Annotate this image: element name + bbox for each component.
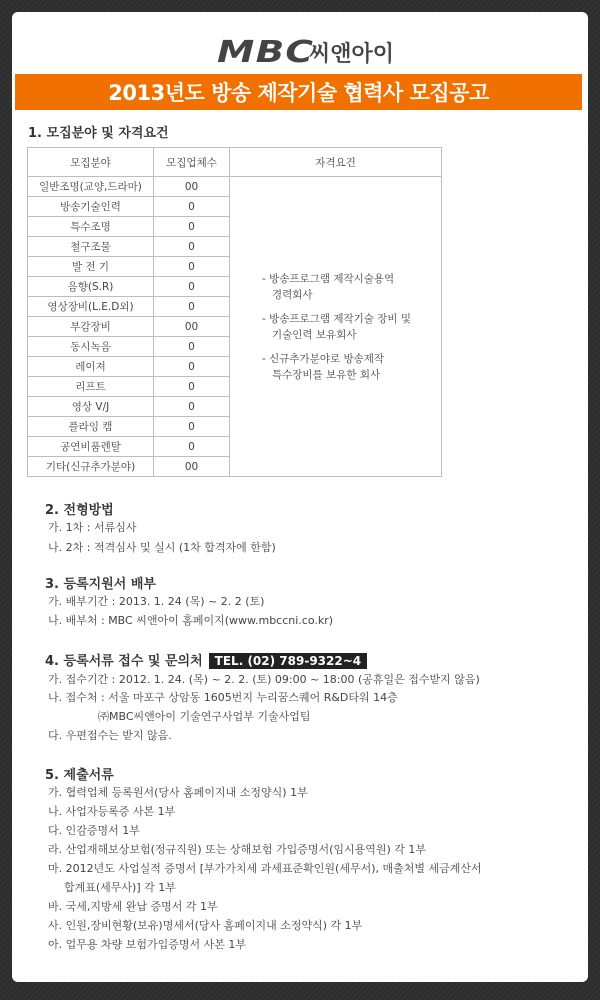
requirement-line: - 신규추가분야로 방송제작 xyxy=(262,352,385,365)
field-cell: 일반조명(교양,드라마) xyxy=(28,177,154,197)
section-5-line: 라. 산업재해보상보험(정규직원) 또는 상해보험 가입증명서(임시용역원) 각 1부 xyxy=(48,843,427,856)
count-cell: 0 xyxy=(154,277,230,297)
field-cell: 기타(신규추가분야) xyxy=(28,457,154,477)
section-4-line: 나. 접수처 : 서울 마포구 상암동 1605번지 누리꿈스퀘어 R&D타워 14층 xyxy=(48,691,398,704)
requirement-line: 기술인력 보유회사 xyxy=(272,328,357,341)
count-cell: 0 xyxy=(154,417,230,437)
requirement-item xyxy=(262,311,441,343)
header-requirements: 자격요건 xyxy=(230,148,442,177)
field-cell: 리프트 xyxy=(28,377,154,397)
section-4-title-text: 4. 등록서류 접수 및 문의처 xyxy=(45,654,203,669)
logo-mbc-text: MBC xyxy=(217,34,315,70)
requirement-line: 특수장비를 보유한 회사 xyxy=(272,368,381,381)
field-cell: 부감장비 xyxy=(28,317,154,337)
section-5-line: 가. 협력업체 등록원서(당사 홈페이지내 소정양식) 1부 xyxy=(48,786,308,799)
count-cell: 0 xyxy=(154,337,230,357)
mbc-cni-logo xyxy=(217,34,394,70)
section-5-line: 나. 사업자등록증 사본 1부 xyxy=(48,805,176,818)
section-1-title: 1. 모집분야 및 자격요건 xyxy=(28,126,169,141)
field-cell: 영상 V/J xyxy=(28,397,154,417)
header-count: 모집업체수 xyxy=(154,148,230,177)
notice-title-banner: 2013년도 방송 제작기술 협력사 모집공고 xyxy=(15,74,582,110)
section-5-line: 아. 업무용 차량 보험가입증명서 사본 1부 xyxy=(48,938,246,951)
recruitment-table xyxy=(27,147,442,477)
section-2-line: 가. 1차 : 서류심사 xyxy=(48,521,137,534)
section-4-title xyxy=(45,650,367,669)
count-cell: 0 xyxy=(154,257,230,277)
field-cell: 특수조명 xyxy=(28,217,154,237)
section-5-line: 바. 국세,지방세 완납 증명서 각 1부 xyxy=(48,900,218,913)
section-3-line: 가. 배부기간 : 2013. 1. 24 (목) ~ 2. 2 (토) xyxy=(48,595,265,608)
field-cell: 발 전 기 xyxy=(28,257,154,277)
contact-tel-badge: TEL. (02) 789-9322~4 xyxy=(209,653,367,669)
count-cell: 0 xyxy=(154,197,230,217)
section-5-line: 다. 인감증명서 1부 xyxy=(48,824,140,837)
field-cell: 동시녹음 xyxy=(28,337,154,357)
count-cell: 0 xyxy=(154,357,230,377)
section-4-line: 다. 우편접수는 받지 않음. xyxy=(48,729,172,742)
section-5-line: 마. 2012년도 사업실적 증명서 [부가가치세 과세표준확인원(세무서), 매출처별 세금계산서 xyxy=(48,862,482,875)
count-cell: 00 xyxy=(154,457,230,477)
count-cell: 0 xyxy=(154,297,230,317)
section-4-line: ㈜MBC씨앤아이 기술연구사업부 기술사업팀 xyxy=(98,710,311,723)
notice-card xyxy=(12,12,588,982)
requirement-line: 경력회사 xyxy=(272,288,313,301)
count-cell: 00 xyxy=(154,177,230,197)
count-cell: 0 xyxy=(154,377,230,397)
field-cell: 철구조물 xyxy=(28,237,154,257)
requirement-line: - 방송프로그램 제작시술용역 xyxy=(262,272,395,285)
count-cell: 0 xyxy=(154,437,230,457)
count-cell: 0 xyxy=(154,217,230,237)
requirement-item xyxy=(262,271,441,303)
section-3-title: 3. 등록지원서 배부 xyxy=(45,577,156,592)
field-cell: 공연비품렌탈 xyxy=(28,437,154,457)
count-cell: 00 xyxy=(154,317,230,337)
section-5-title: 5. 제출서류 xyxy=(45,768,114,783)
count-cell: 0 xyxy=(154,237,230,257)
section-4-line: 가. 접수기간 : 2012. 1. 24. (목) ~ 2. 2. (토) 09:00 ~ 18:00 (공휴일은 접수받지 않음) xyxy=(48,673,480,686)
header-field: 모집분야 xyxy=(28,148,154,177)
field-cell: 방송기술인력 xyxy=(28,197,154,217)
requirement-line: - 방송프로그램 제작기술 장비 및 xyxy=(262,312,411,325)
section-2-title: 2. 전형방법 xyxy=(45,503,114,518)
section-2-line: 나. 2차 : 적격심사 및 실시 (1차 합격자에 한함) xyxy=(48,541,276,554)
count-cell: 0 xyxy=(154,397,230,417)
section-5-line: 사. 인원,장비현황(보유)명세서(당사 홈페이지내 소정약식) 각 1부 xyxy=(48,919,363,932)
table-row xyxy=(28,177,442,197)
field-cell: 영상장비(L.E.D외) xyxy=(28,297,154,317)
field-cell: 플라잉 캠 xyxy=(28,417,154,437)
requirements-cell xyxy=(230,177,442,477)
field-cell: 레이져 xyxy=(28,357,154,377)
logo-korean-text: 씨앤아이 xyxy=(309,41,395,67)
section-3-line: 나. 배부처 : MBC 씨앤아이 홈페이지(www.mbccni.co.kr) xyxy=(48,614,334,627)
requirement-item xyxy=(262,351,441,383)
section-5-line: 합계표(세무사)] 각 1부 xyxy=(64,881,176,894)
field-cell: 음향(S.R) xyxy=(28,277,154,297)
